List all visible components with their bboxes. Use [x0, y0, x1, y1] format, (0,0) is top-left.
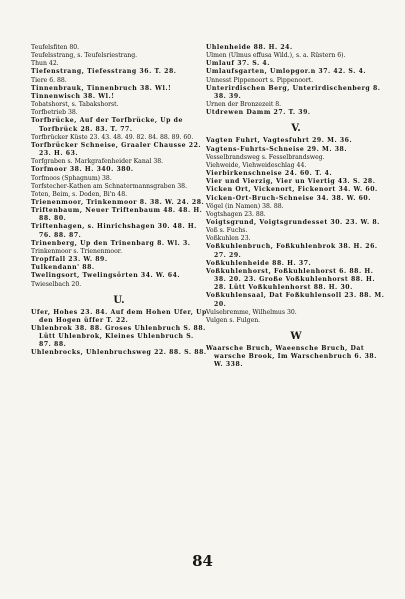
section-heading-w: W: [290, 331, 302, 342]
index-entry: Umlauf 37. S. 4.: [206, 60, 270, 68]
index-entry: Tinnenwisch 38. Wl.!: [31, 92, 115, 100]
index-entry: Voßkuhlenbruch, Foßkuhlenbrok 38. H. 26. 27. 29.: [206, 243, 378, 259]
index-entry: Vierbirkenschneise 24. 60. T. 4.: [206, 170, 333, 178]
index-entry: Triftenhagen, s. Hinrichshagen 30. 48. H. 76. 88. 87.: [31, 223, 197, 239]
index-entry: Vagtens-Fuhrts-Schneise 29. M. 38.: [206, 145, 348, 153]
index-entry: Torfbetrieb 38.: [31, 109, 78, 117]
index-entry: Twelingsort, Twelingsörten 34. W. 64.: [31, 272, 181, 280]
right-column: [206, 44, 386, 369]
index-entry: Vier und Vierzig, Vier un Viertig 43. S. 28.: [206, 178, 376, 186]
index-entry: Waarsche Bruch, Waeensche Bruch, Dat warsche Brook, Im Warschenbruch 6. 38. W. 338.: [206, 345, 377, 369]
index-entry: Torfstecher-Kathen am Schnatermannsgraben 38.: [31, 182, 188, 190]
index-entry: Viehweide, Viehweideschlag 44.: [206, 161, 307, 169]
index-entry: Torfgraben s. Markgrafenheider Kanal 38.: [31, 158, 164, 166]
index-entry: Ufer, Hohes 23. 84. Auf dem Hohen Ufer, Up den Hogen üffer T. 22.: [31, 308, 207, 324]
index-entry: Tiere 6. 88.: [31, 76, 67, 84]
index-entry: Urnen der Bronzezeit 8.: [206, 101, 282, 109]
index-entry: Tiefenstrang, Tiefesstrang 36. T. 28.: [31, 68, 177, 76]
index-entry: Teufelsfiten 80.: [31, 44, 80, 51]
index-entry: Vogtshagen 23. 88.: [206, 210, 266, 218]
entries-u-continued: [206, 44, 386, 117]
entries-t: [31, 44, 207, 289]
index-entry: Unterirdischen Berg, Unterirdischenberg 8. 38. 39.: [206, 84, 381, 100]
index-entry: Toten, Beim, s. Doden, Bi'n 48.: [31, 190, 128, 198]
left-column: [31, 44, 207, 358]
index-entry: Teufelsstrang, s. Teufelsriestrang.: [31, 52, 138, 60]
index-entry: Vicken Ort, Vickenort, Fickenort 34. W. 60.: [206, 186, 378, 194]
index-entry: Voß s. Fuchs.: [206, 227, 248, 235]
entries-v: [206, 137, 386, 325]
index-entry: Umlaufsgarten, Umlopgor.n 37. 42. S. 4.: [206, 68, 367, 76]
index-entry: Uhlenbrok 38. 88. Groses Uhlenbruch S. 88. Lütt Uhlenbrok, Kleines Uhlenbruch S. 87. 88.: [31, 325, 206, 349]
index-entry: Trinkenmoor s. Trienenmoor.: [31, 247, 123, 255]
index-entry: Torfbrücker Schneise, Graaler Chausse 22. 23. H. 63.: [31, 141, 202, 158]
page-number: 84: [192, 552, 213, 570]
index-entry: Torfmoor 38. H. 340. 380.: [31, 166, 134, 174]
index-entry: Trienenmoor, Trinkenmoor 8. 38. W. 24. 28.: [31, 198, 205, 206]
index-entry: Triftenbaum, Neuer Triftenbaum 48. 48. H. 88. 80.: [31, 207, 203, 223]
index-entry: Vagten Fuhrt, Vagtesfuhrt 29. M. 36.: [206, 137, 353, 145]
index-entry: Tulkendann' 88.: [31, 264, 95, 272]
index-entry: Voigtsgrund, Voigtsgrundesset 30. 23. W. 8.: [206, 218, 380, 226]
index-entry: Trinenberg, Up den Trinenbarg 8. Wl. 3.: [31, 239, 191, 247]
entries-u: [31, 309, 207, 358]
index-entry: Voßkuhlensaal, Dat Foßkuhlensoll 23. 88. M. 20.: [206, 292, 385, 308]
index-entry: Vesselbrandsweg s. Fesselbrandsweg.: [206, 153, 325, 161]
index-entry: Uhlenheide 88. H. 24.: [206, 44, 293, 51]
index-entry: Vulgen s. Fulgen.: [206, 316, 261, 324]
section-heading-v: V.: [291, 123, 301, 135]
index-entry: Voßkuhlenheide 88. H. 37.: [206, 259, 312, 267]
index-entry: Unnesst Pippenoort s. Pippenoort.: [206, 76, 314, 84]
index-entry: Voßkuhlenhorst, Foßkuhlenhorst 6. 88. H. 38. 20. 23. Große Voßkuhlenhorst 88. H. 28. Lütt Voßkuhlenhorst 88. H. 30.: [206, 267, 376, 292]
index-entry: Ulmen (Ulmus effusa Wild.), s. a. Rüstern 6).: [206, 52, 346, 60]
index-entry: Twieselbach 20.: [31, 280, 82, 288]
index-entry: Torfmoos (Sphagnum) 38.: [31, 174, 112, 182]
index-entry: Thun 42.: [31, 60, 59, 68]
index-entry: Tropffall 23. W. 89.: [31, 256, 108, 264]
index-entry: Tinnenbrauk, Tinnenbruch 38. Wl.!: [31, 84, 172, 92]
index-entry: Torfbrücke, Auf der Torfbrücke, Up de Torfbrück 28. 83. T. 77.: [31, 117, 183, 133]
index-entry: Vögel (in Namen) 38. 88.: [206, 202, 284, 210]
index-entry: Utdrewen Damm 27. T. 39.: [206, 109, 311, 117]
section-heading-u: U.: [113, 294, 125, 306]
index-entry: Vicken-Ort-Bruch-Schneise 34. 38. W. 60.: [206, 194, 371, 202]
entries-w: [206, 345, 386, 369]
index-entry: Uhlenbrocks, Uhlenbruchsweg 22. 88. S. 88.: [31, 349, 207, 357]
index-entry: Torfbrücker Küste 23. 43. 48. 49. 82. 84. 88. 89. 60.: [31, 133, 194, 141]
index-entry: Voßkuhlen 23.: [206, 235, 251, 243]
index-entry: Vulsebremme, Wilhelmus 30.: [206, 308, 297, 316]
index-entry: Tobatshorst, s. Tabakshorst.: [31, 101, 119, 109]
